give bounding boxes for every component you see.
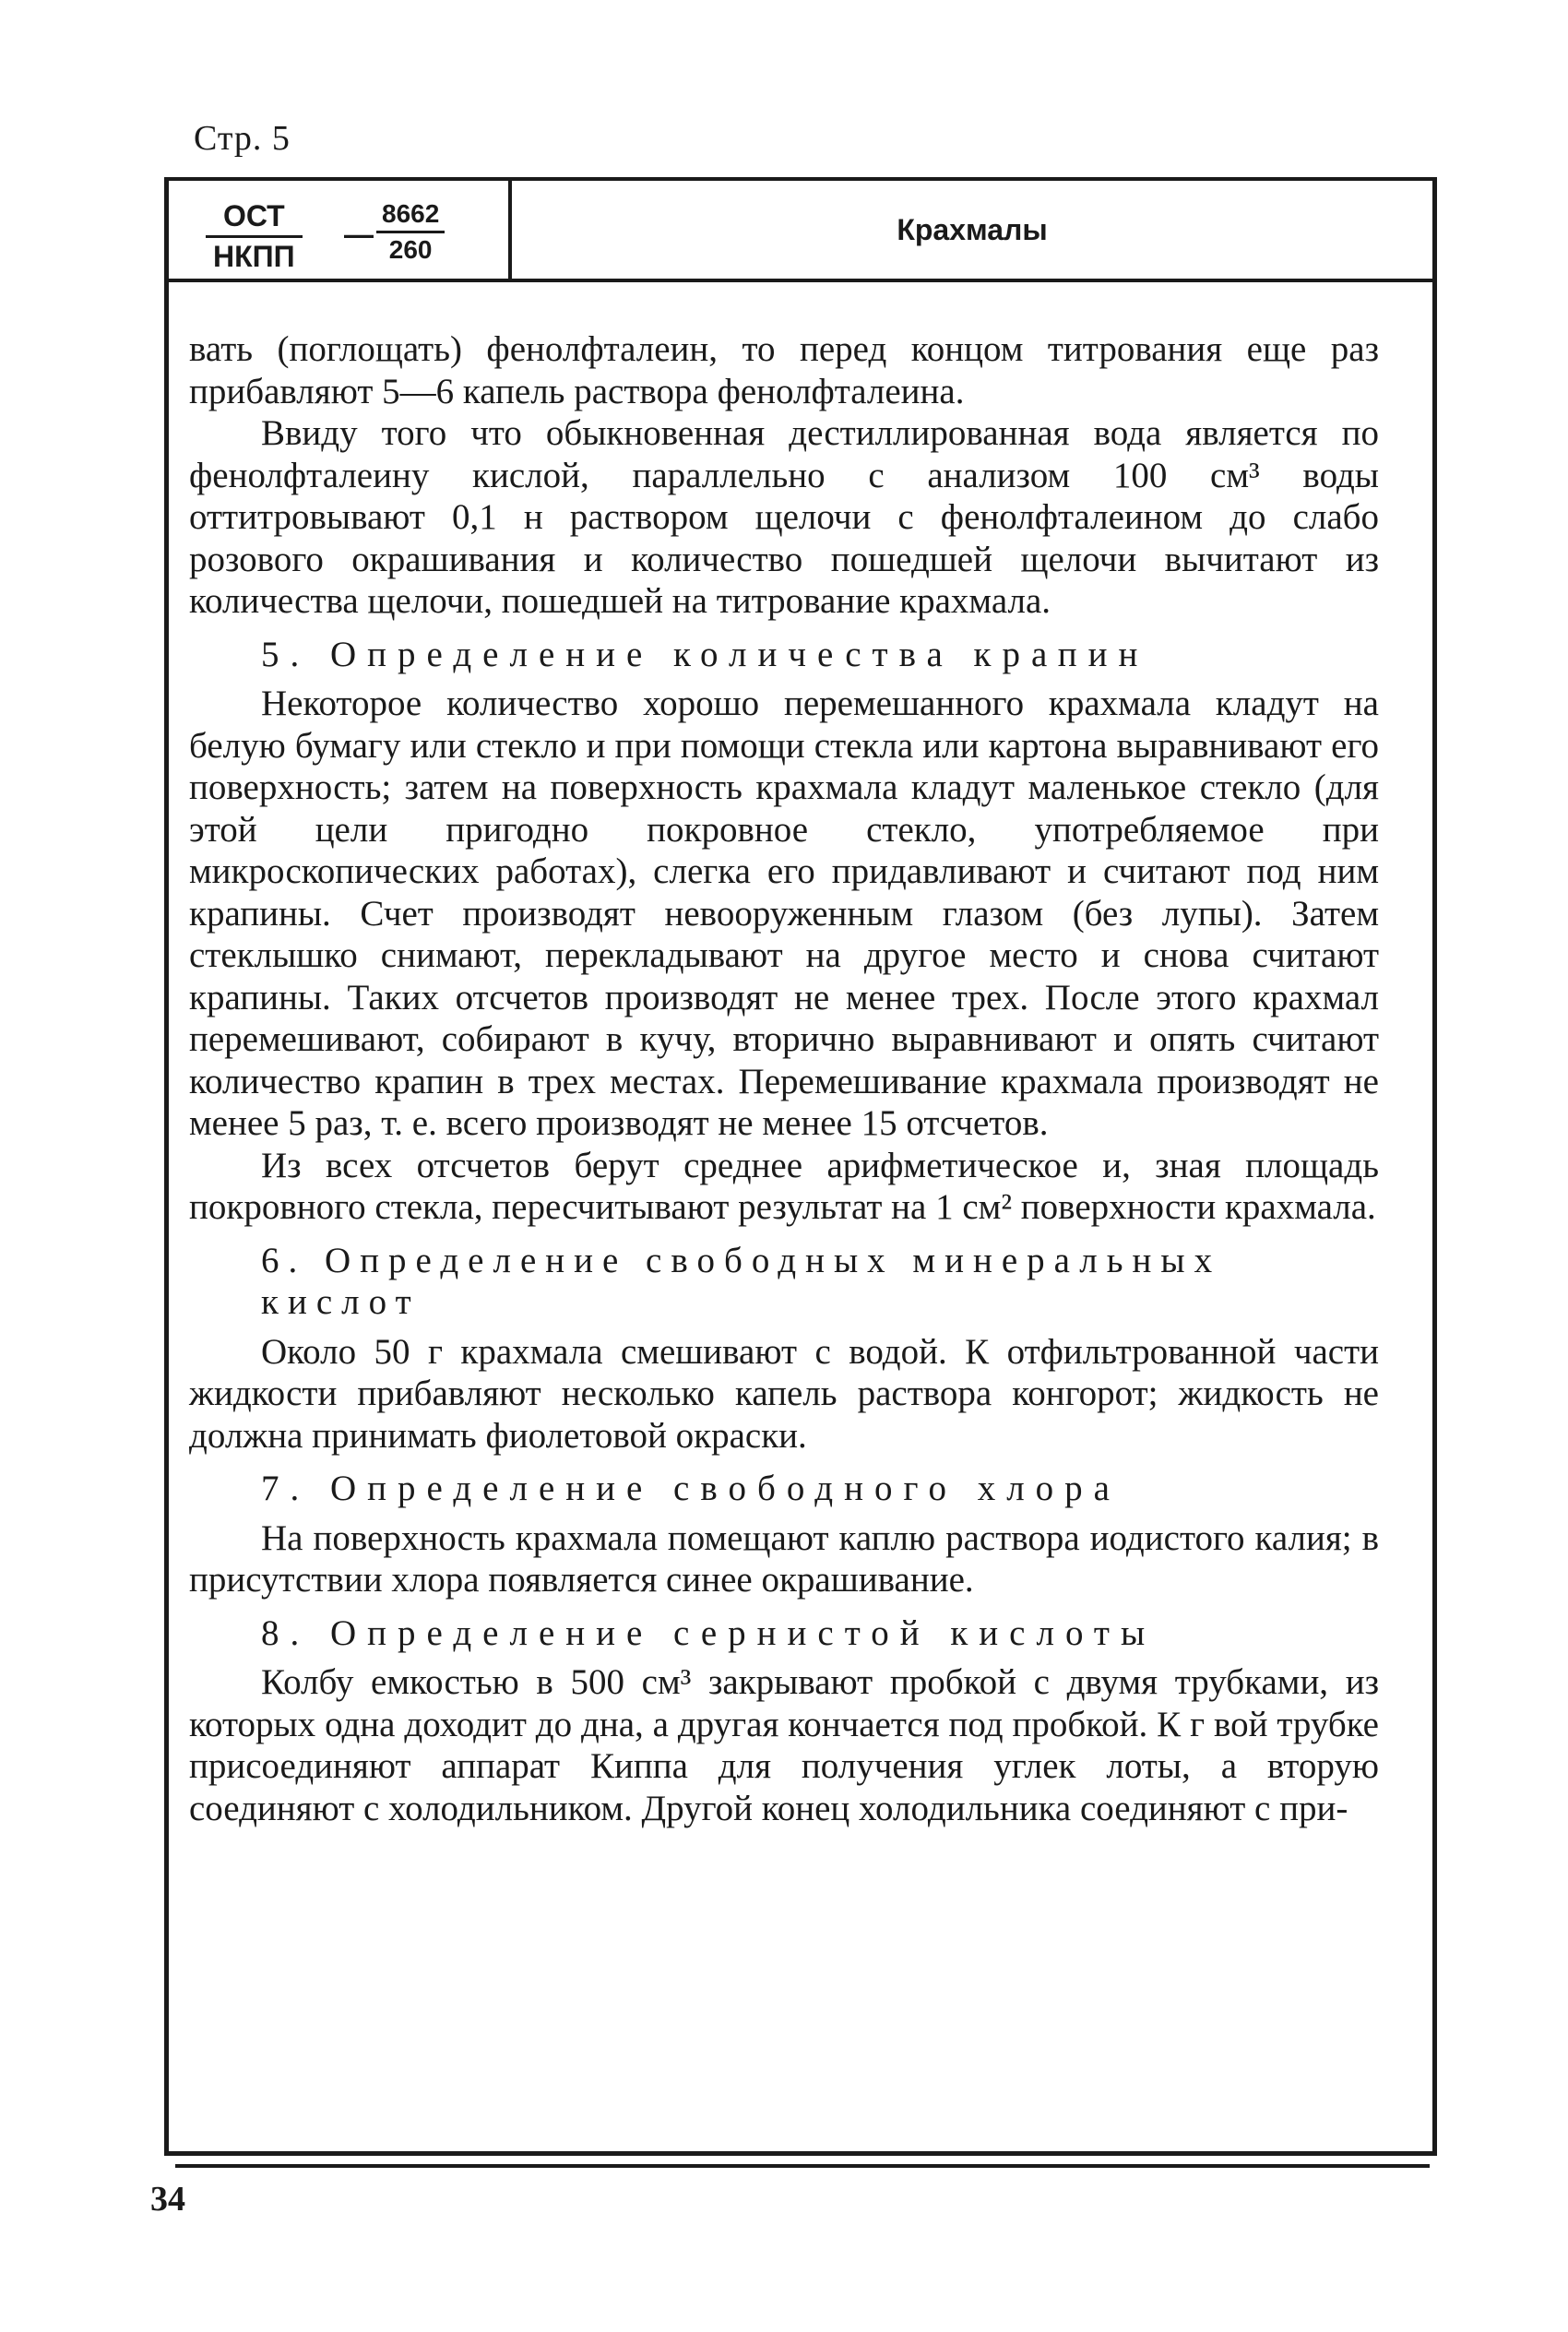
standard-code-block <box>169 181 512 279</box>
section-heading-7: 7. Определение свободного хлора <box>261 1469 1121 1508</box>
paragraph-mineral-acids: Около 50 г крахмала смешивают с водой. К отфильтрованной части жидкости прибавляют несколько капель раствора конгорот; жидкость не должна принимать фиолетовой окраски. <box>189 1331 1379 1456</box>
page-footer-number: 34 <box>150 2180 185 2219</box>
section-heading-8: 8. Определение сернистой кислоты <box>261 1612 1157 1653</box>
section-heading-6: 6. Определение свободных минеральных кислот <box>261 1240 1222 1322</box>
paragraph-specks-calculation: Из всех отсчетов берут среднее арифметическое и, зная площадь покровного стекла, пересчитывают результат на 1 см² поверхности крахмала. <box>189 1145 1379 1227</box>
document-title: Крахмалы <box>897 212 1048 246</box>
standard-nkpp: НКПП <box>213 240 295 273</box>
standard-numbers <box>376 199 445 265</box>
standard-number-top: 8662 <box>376 199 445 233</box>
paragraph-sulfurous-acid: Колбу емкостью в 500 см³ закрывают пробкой с двумя трубками, из которых одна доходит до дна, а другая кончается под пробкой. К г вой трубке присоединяют аппарат Киппа для получения углек лоты, а вторую соединяют с холодильником. Другой конец холодильника соединяют с при- <box>189 1662 1379 1828</box>
section-heading-5: 5. Определение количества крапин <box>261 634 1149 674</box>
paragraph-continuation: вать (поглощать) фенолфталеин, то перед концом титрования еще раз прибавляют 5—6 капель раствора фенолфталеина. <box>189 329 1379 411</box>
standard-code <box>206 199 303 274</box>
paragraph-free-chlorine: На поверхность крахмала помещают каплю раствора иодистого калия; в присутствии хлора появляется синее окрашивание. <box>189 1517 1379 1600</box>
page-header-number: Стр. 5 <box>194 119 291 158</box>
page-body <box>189 328 1379 1829</box>
standard-ost: ОСТ <box>206 199 303 238</box>
bottom-rule <box>175 2164 1430 2168</box>
standard-number-bottom: 260 <box>388 235 433 264</box>
standard-header <box>169 181 1432 282</box>
paragraph-specks-procedure: Некоторое количество хорошо перемешанного крахмала кладут на белую бумагу или стекло и при помощи стекла или картона выравнивают его поверхность; затем на поверхность крахмала кладут маленькое стекло (для этой цели пригодно покровное стекло, употребляемое при микроскопических работах), слегка его придавливают и считают под ним крапины. Счет производят невооруженным глазом (без лупы). Затем стеклышко снимают, перекладывают на другое место и снова считают крапины. Таких отсчетов производят не менее трех. После этого крахмал перемешивают, собирают в кучу, вторично выравнивают и опять считают количество крапин в трех местах. Перемешивание крахмала производят не менее 5 раз, т. е. всего производят не менее 15 отсчетов. <box>189 684 1379 1143</box>
standard-dash: — <box>344 218 374 251</box>
paragraph-distilled-water: Ввиду того что обыкновенная дестиллированная вода является по фенолфталеину кислой, параллельно с анализом 100 см³ воды оттитровывают 0,1 н раствором щелочи с фенолфталеином до слабо розового окрашивания и количество пошедшей щелочи вычитают из количества щелочи, пошедшей на титрование крахмала. <box>189 413 1379 621</box>
